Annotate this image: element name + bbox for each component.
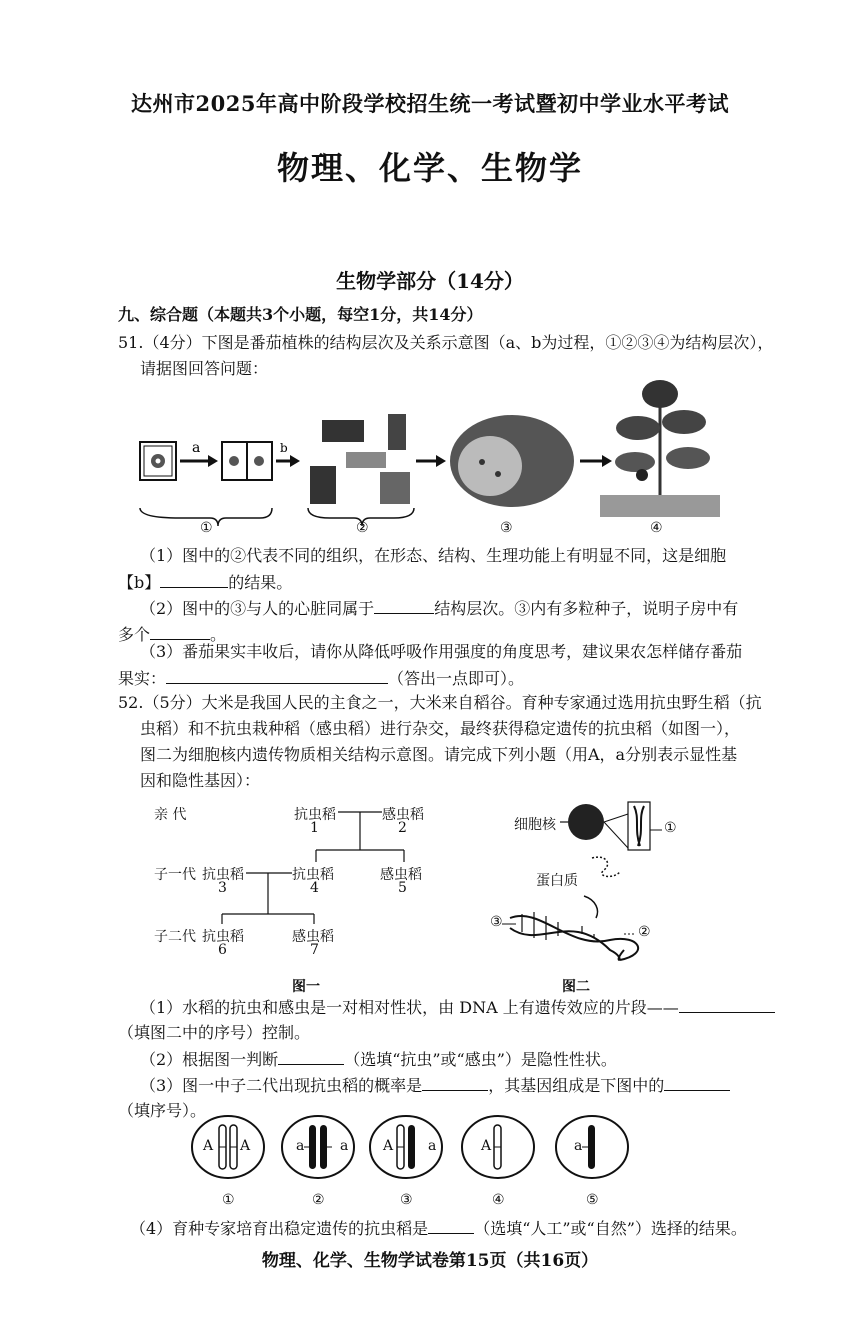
answer-blank[interactable] xyxy=(428,1217,474,1234)
allele-c2-left: a xyxy=(296,1138,305,1154)
answer-blank[interactable] xyxy=(664,1074,730,1091)
section-title: 生物学部分（14分） xyxy=(336,269,524,293)
node-6-num: 6 xyxy=(218,942,227,958)
node-3-label: 抗虫稻 xyxy=(202,867,244,883)
answer-blank[interactable] xyxy=(150,623,210,640)
option-num-3: ③ xyxy=(400,1192,413,1208)
exam-header: 达州市2025年高中阶段学校招生统一考试暨初中学业水平考试 xyxy=(131,91,729,116)
single-cell xyxy=(140,442,176,480)
node-7-label: 感虫稻 xyxy=(292,929,334,945)
figure-2-caption: 图二 xyxy=(562,979,590,995)
q51-sub1-line2: 【b】 的结果。 xyxy=(118,573,293,592)
node-1-num: 1 xyxy=(310,820,319,836)
node-4-num: 4 xyxy=(310,880,319,896)
node-2-num: 2 xyxy=(398,820,407,836)
answer-blank[interactable] xyxy=(679,996,775,1013)
tomato-hierarchy-figure xyxy=(130,370,730,540)
node-6-label: 抗虫稻 xyxy=(202,929,244,945)
q52-stem-line3: 图二为细胞核内遗传物质相关结构示意图。请完成下列小题（用A，a分别表示显性基 xyxy=(140,745,738,764)
tomato-plant xyxy=(600,380,720,517)
label-b: b xyxy=(280,441,288,455)
node-5-label: 感虫稻 xyxy=(380,867,422,883)
dna-figure xyxy=(490,800,700,970)
fig51-num-2: ② xyxy=(356,520,369,536)
q52-sub1-line1: （1）水稻的抗虫和感虫是一对相对性状，由 DNA 上有遗传效应的片段—— xyxy=(140,996,775,1019)
answer-blank[interactable] xyxy=(278,1048,344,1065)
nucleus-label: 细胞核 xyxy=(514,817,556,833)
gen-parent: 亲 代 xyxy=(154,807,187,823)
node-3-num: 3 xyxy=(218,880,227,896)
pedigree-figure xyxy=(150,800,470,960)
node-2-label: 感虫稻 xyxy=(382,807,424,823)
part-heading: 九、综合题（本题共3个小题，每空1分，共14分） xyxy=(118,305,483,324)
q51-sub2-line1: （2）图中的③与人的心脏同属于 结构层次。③内有多粒种子，说明子房中有 xyxy=(140,599,739,618)
fig51-num-1: ① xyxy=(200,520,213,536)
answer-blank[interactable] xyxy=(374,597,434,614)
page-footer: 物理、化学、生物学试卷第15页（共16页） xyxy=(261,1251,599,1271)
tissues xyxy=(310,414,410,504)
node-4-label: 抗虫稻 xyxy=(292,867,334,883)
q52-sub2: （2）根据图一判断 （选填“抗虫”或“感虫”）是隐性性状。 xyxy=(140,1050,617,1069)
gen-f2: 子二代 xyxy=(154,929,196,945)
answer-blank[interactable] xyxy=(160,571,228,588)
label-a: a xyxy=(192,440,201,456)
arrow-to-fruit xyxy=(416,455,446,467)
allele-c4-left: A xyxy=(481,1138,492,1154)
q51-sub1-line1: （1）图中的②代表不同的组织，在形态、结构、生理功能上有明显不同，这是细胞 xyxy=(140,546,727,565)
option-num-4: ④ xyxy=(492,1192,505,1208)
exam-title: 物理、化学、生物学 xyxy=(276,149,583,187)
allele-c2-right: a xyxy=(340,1138,349,1154)
allele-c3-right: a xyxy=(428,1138,437,1154)
fig2-num-2: ② xyxy=(638,924,651,940)
protein-label: 蛋白质 xyxy=(536,873,578,889)
arrow-to-plant xyxy=(580,455,612,467)
arrow-b xyxy=(276,455,300,467)
fig2-num-1: ① xyxy=(664,820,677,836)
arrow-a xyxy=(180,455,218,467)
q51-stem-line1: 51.（4分）下图是番茄植株的结构层次及关系示意图（a、b为过程，①②③④为结构层次）， xyxy=(118,333,774,352)
gen-f1: 子一代 xyxy=(154,867,196,883)
allele-c1-right: A xyxy=(240,1138,251,1154)
q51-sub3-line1: （3）番茄果实丰收后，请你从降低呼吸作用强度的角度思考，建议果农怎样储存番茄 xyxy=(140,642,743,661)
q51-stem-line2: 请据图回答问题： xyxy=(140,359,269,378)
answer-blank[interactable] xyxy=(422,1074,488,1091)
answer-blank[interactable] xyxy=(166,667,388,684)
q52-stem-line1: 52.（5分）大米是我国人民的主食之一，大米来自稻谷。育种专家通过选用抗虫野生稻（抗 xyxy=(118,693,762,712)
q52-stem-line2: 虫稻）和不抗虫栽种稻（感虫稻）进行杂交，最终获得稳定遗传的抗虫稻（如图一）， xyxy=(140,719,741,738)
node-7-num: 7 xyxy=(310,942,319,958)
chromosome-option-5 xyxy=(556,1116,628,1178)
option-num-2: ② xyxy=(312,1192,325,1208)
q51-sub2-line2: 多个 。 xyxy=(118,625,227,644)
q52-sub1-line2: （填图二中的序号）控制。 xyxy=(118,1023,311,1042)
allele-c1-left: A xyxy=(203,1138,214,1154)
option-num-5: ⑤ xyxy=(586,1192,599,1208)
chromosome-option-4 xyxy=(462,1116,534,1178)
fig51-num-3: ③ xyxy=(500,520,513,536)
node-1-label: 抗虫稻 xyxy=(294,807,336,823)
allele-c5-left: a xyxy=(574,1138,583,1154)
fig2-num-3: ③ xyxy=(490,914,503,930)
q52-stem-line4: 因和隐性基因）： xyxy=(140,771,261,790)
node-5-num: 5 xyxy=(398,880,407,896)
q52-sub4: （4）育种专家培育出稳定遗传的抗虫稻是 （选填“人工”或“自然”）选择的结果。 xyxy=(130,1219,747,1238)
option-num-1: ① xyxy=(222,1192,235,1208)
q51-sub3-line2: 果实： （答出一点即可）。 xyxy=(118,669,525,688)
allele-c3-left: A xyxy=(383,1138,394,1154)
tomato-fruit xyxy=(450,415,574,507)
figure-1-caption: 图一 xyxy=(292,979,320,995)
q52-sub3-line1: （3）图一中子二代出现抗虫稻的概率是 ，其基因组成是下图中的 xyxy=(140,1074,730,1097)
fig51-num-4: ④ xyxy=(650,520,663,536)
q52-sub3-line2: （填序号）。 xyxy=(118,1101,207,1120)
two-cells xyxy=(222,442,272,480)
